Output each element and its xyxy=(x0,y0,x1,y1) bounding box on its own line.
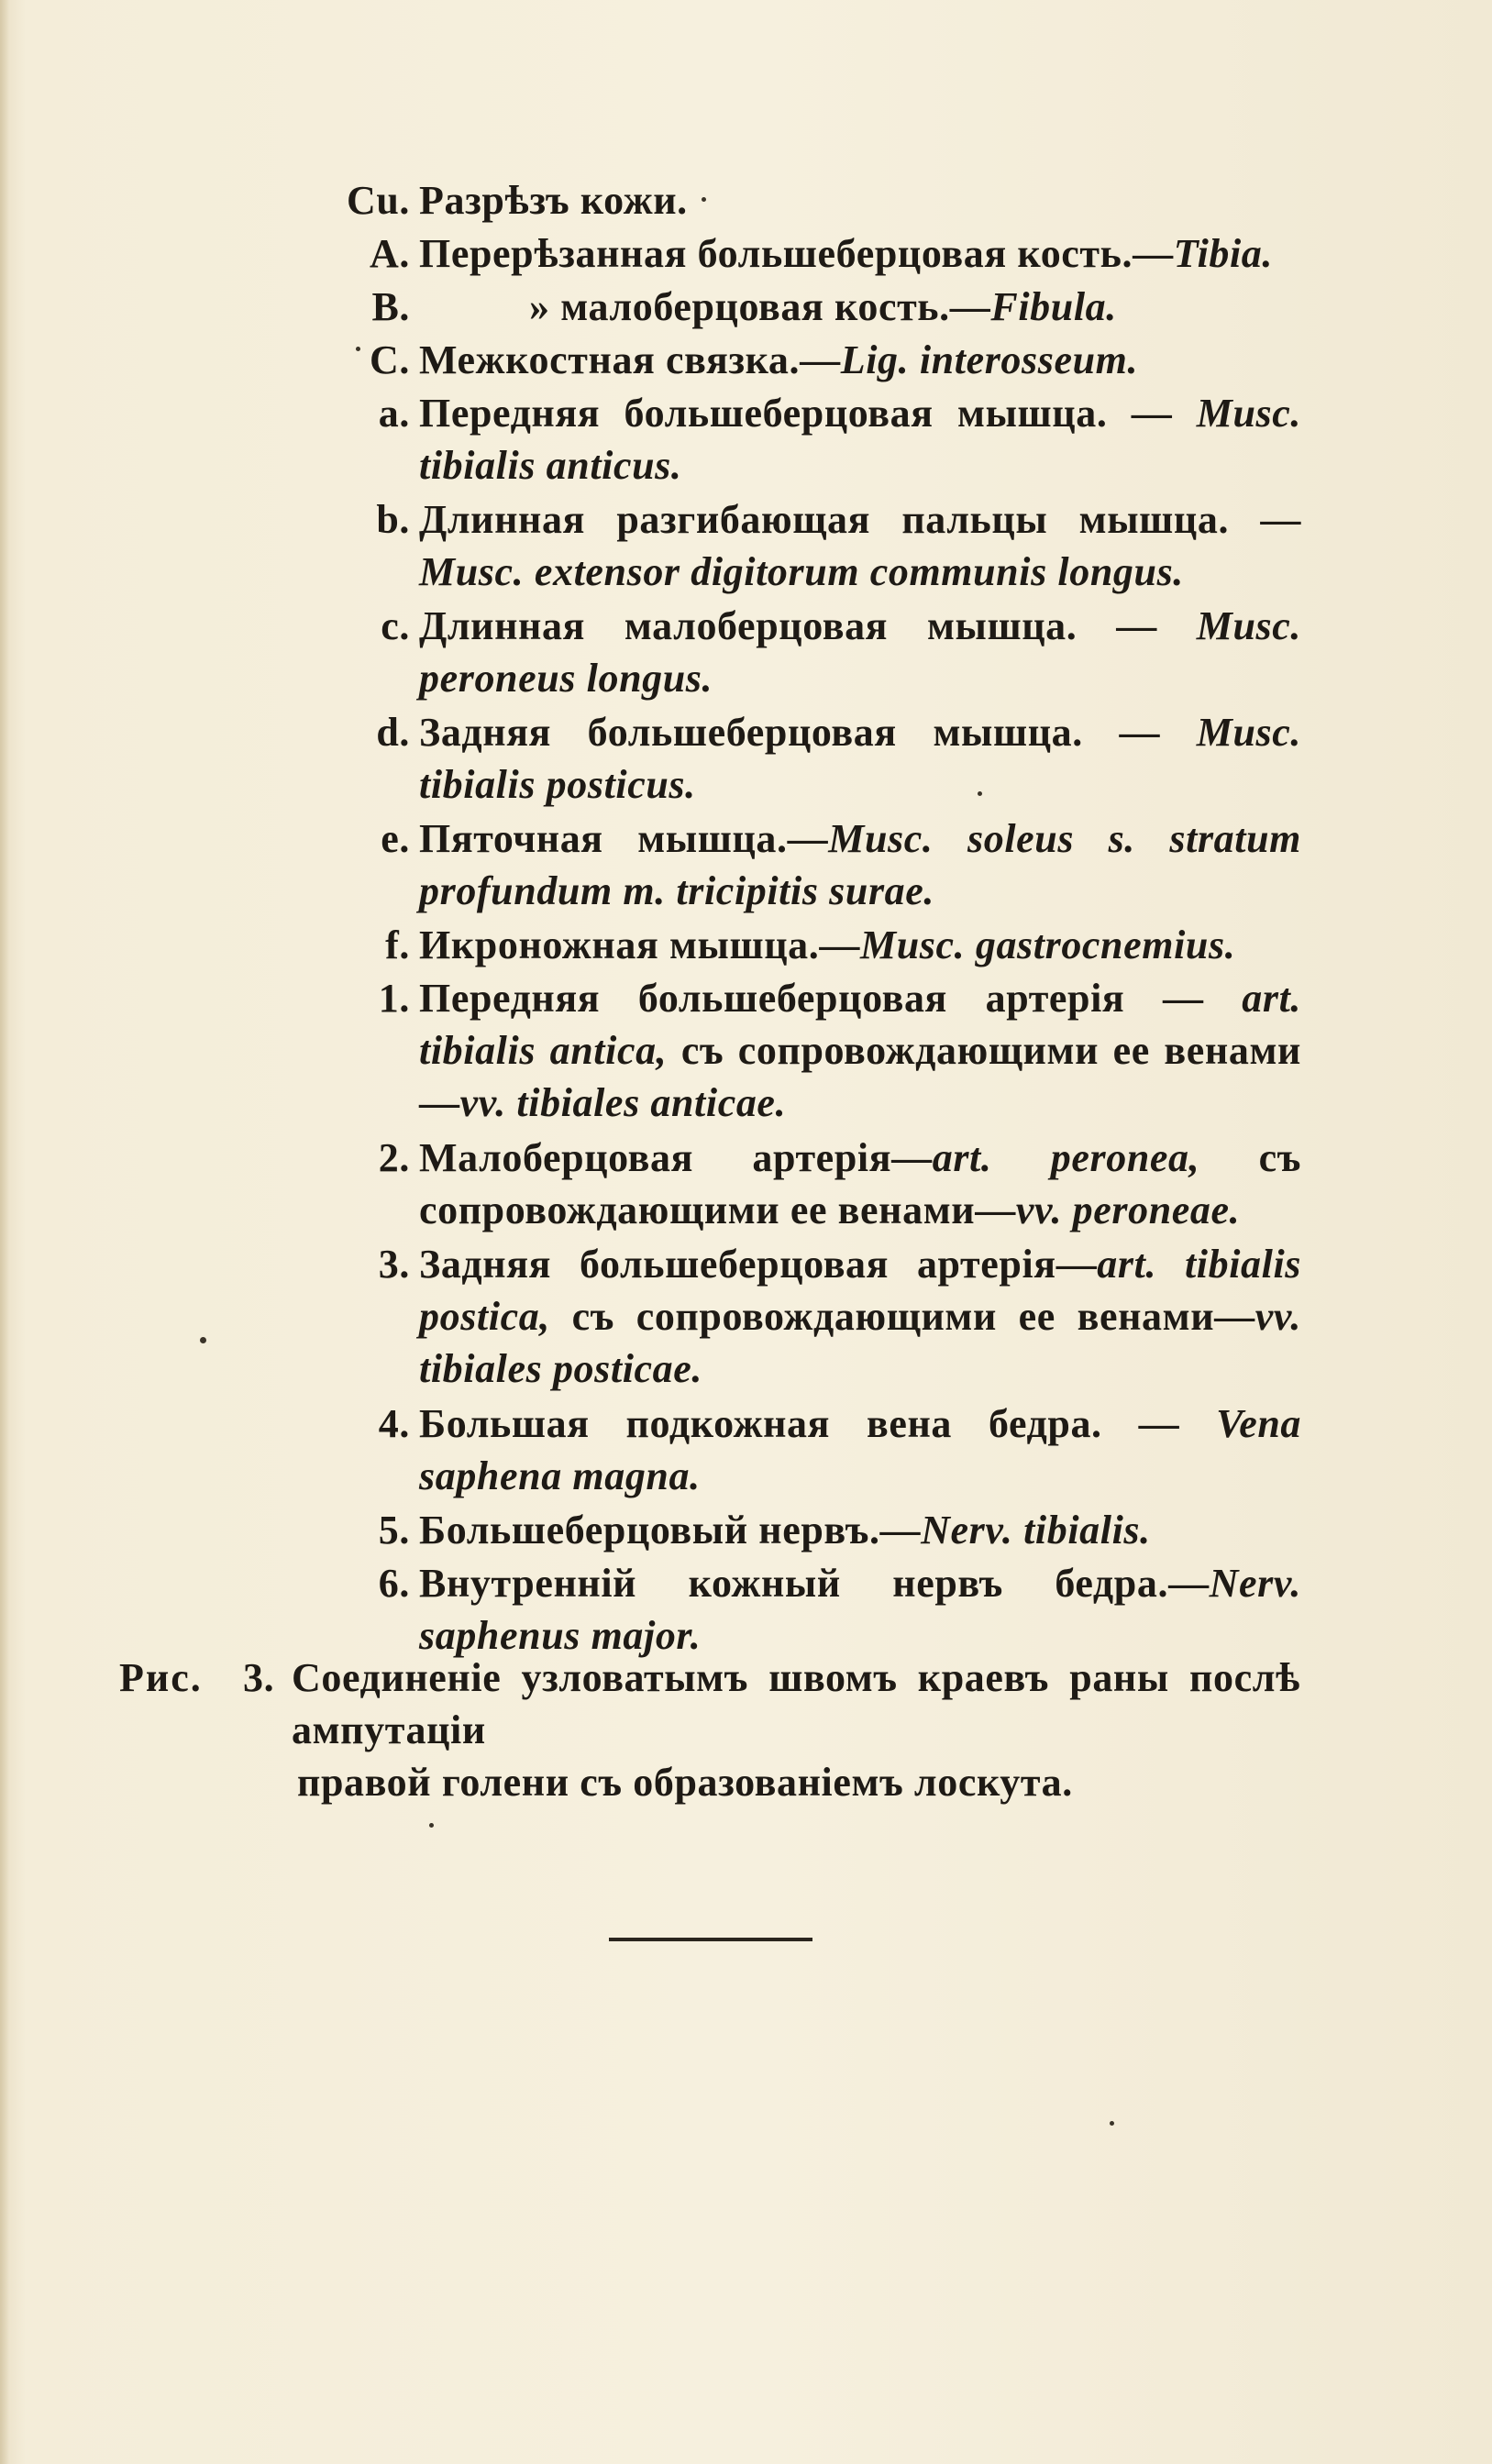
section-divider-rule xyxy=(609,1938,812,1941)
legend-label: Cu. xyxy=(346,178,410,223)
legend-ru: Пяточная мышца.— xyxy=(419,816,829,861)
legend-ru: Перерѣзанная большеберцовая кость.— xyxy=(419,231,1174,276)
legend-label: d. xyxy=(376,710,410,755)
legend-text xyxy=(419,1557,1301,1662)
legend-latin: Tibia. xyxy=(1173,231,1274,276)
paper-speck xyxy=(200,1337,206,1343)
legend-label: 1. xyxy=(378,976,410,1021)
legend-latin: Nerv. saphenus major. xyxy=(419,1561,1301,1658)
legend-ru: Передняя большеберцовая артерія — xyxy=(419,976,1243,1021)
legend-ru: Длинная разгибающая пальцы мышца. — xyxy=(419,497,1301,542)
legend-ru: Большая подкожная вена бедра. — xyxy=(419,1401,1217,1446)
paper-speck xyxy=(1110,2121,1114,2126)
legend-text xyxy=(419,1398,1301,1502)
legend-label: a. xyxy=(378,391,410,436)
legend-text xyxy=(419,919,1301,971)
legend-latin: Musc. tibialis anticus. xyxy=(419,391,1301,488)
legend-ru: Внутренній кожный нервъ бедра.— xyxy=(419,1561,1210,1606)
legend-ru: Задняя большеберцовая мышца. — xyxy=(419,710,1197,755)
legend-latin: Vena saphena magna. xyxy=(419,1401,1301,1498)
legend-latin: Musc. peroneus longus. xyxy=(419,603,1301,701)
legend-latin: art. peronea, xyxy=(932,1135,1200,1180)
legend-latin: Musc. soleus s. stratum profundum m. tricipitis surae. xyxy=(419,816,1301,913)
legend-text xyxy=(419,493,1301,598)
legend-label: C. xyxy=(370,337,410,382)
legend-latin-2: vv. tibiales posticae. xyxy=(419,1294,1301,1391)
legend-ru: Разрѣзъ кожи. xyxy=(419,178,688,223)
legend-text xyxy=(419,334,1301,386)
legend-text xyxy=(419,1238,1301,1395)
legend-text xyxy=(419,227,1301,280)
legend-latin: Fibula. xyxy=(990,284,1117,329)
legend-ru: Длинная малоберцовая мышца. — xyxy=(419,603,1197,648)
legend-label: c. xyxy=(381,603,410,648)
page-edge-shadow xyxy=(0,0,9,2464)
legend-text xyxy=(419,972,1301,1129)
legend-latin: Musc. gastrocnemius. xyxy=(860,923,1236,967)
legend-ru: Задняя большеберцовая артерія— xyxy=(419,1242,1098,1287)
legend-text xyxy=(419,1504,1301,1556)
legend-ru-tail: съ сопровождающими ее венами— xyxy=(419,1028,1302,1125)
legend-latin: Musc. tibialis posticus. xyxy=(419,710,1301,807)
legend-ru: Передняя большеберцовая мышца. — xyxy=(419,391,1197,436)
legend-label: e. xyxy=(381,816,410,861)
legend-text xyxy=(419,1132,1301,1236)
legend-label: B. xyxy=(371,284,410,329)
legend-text xyxy=(419,174,1301,227)
legend-text xyxy=(419,387,1301,492)
legend-ru: Большеберцовый нервъ.— xyxy=(419,1508,922,1552)
figure-caption-text xyxy=(292,1652,1300,1808)
legend-text xyxy=(419,812,1301,917)
legend-latin-2: vv. peroneae. xyxy=(1015,1188,1241,1232)
legend-ru: » малоберцовая кость.— xyxy=(529,284,991,329)
paper-speck xyxy=(356,347,360,351)
legend-label: 3. xyxy=(378,1242,410,1287)
legend-label: f. xyxy=(385,923,410,967)
figure-caption-line-1: Соединеніе узловатымъ швомъ краевъ раны послѣ ампутаціи xyxy=(292,1655,1300,1752)
figure-number: 3. xyxy=(243,1655,275,1700)
legend-text xyxy=(419,706,1301,811)
paper-speck xyxy=(429,1823,434,1828)
legend-latin-2: vv. tibiales anticae. xyxy=(459,1080,787,1125)
legend-latin: Nerv. tibialis. xyxy=(921,1508,1151,1552)
legend-ru: Межкостная связка.— xyxy=(419,337,841,382)
legend-label: b. xyxy=(376,497,410,542)
figure-caption-line-2: правой голени съ образованіемъ лоскута. xyxy=(297,1760,1073,1805)
legend-label: 4. xyxy=(378,1401,410,1446)
legend-latin: art. tibialis postica, xyxy=(419,1242,1301,1339)
legend-latin: art. tibialis antica, xyxy=(419,976,1301,1073)
legend-label: A. xyxy=(370,231,410,276)
legend-ru-tail: съ сопровождающими ее венами— xyxy=(419,1135,1301,1232)
legend-text xyxy=(419,600,1301,704)
legend-latin: Lig. interosseum. xyxy=(840,337,1139,382)
legend-label: 6. xyxy=(378,1561,410,1606)
figure-label: Рис. xyxy=(119,1655,203,1700)
legend-label: 5. xyxy=(378,1508,410,1552)
legend-ru: Малоберцовая артерія— xyxy=(419,1135,933,1180)
legend-text xyxy=(419,281,1301,333)
paper-speck xyxy=(702,197,706,202)
legend-ru: Икроножная мышца.— xyxy=(419,923,860,967)
legend-ru-tail: съ сопровождающими ее венами— xyxy=(549,1294,1255,1339)
legend-label: 2. xyxy=(378,1135,410,1180)
legend-latin: Musc. extensor digitorum communis longus. xyxy=(419,549,1184,594)
paper-speck xyxy=(978,791,982,796)
